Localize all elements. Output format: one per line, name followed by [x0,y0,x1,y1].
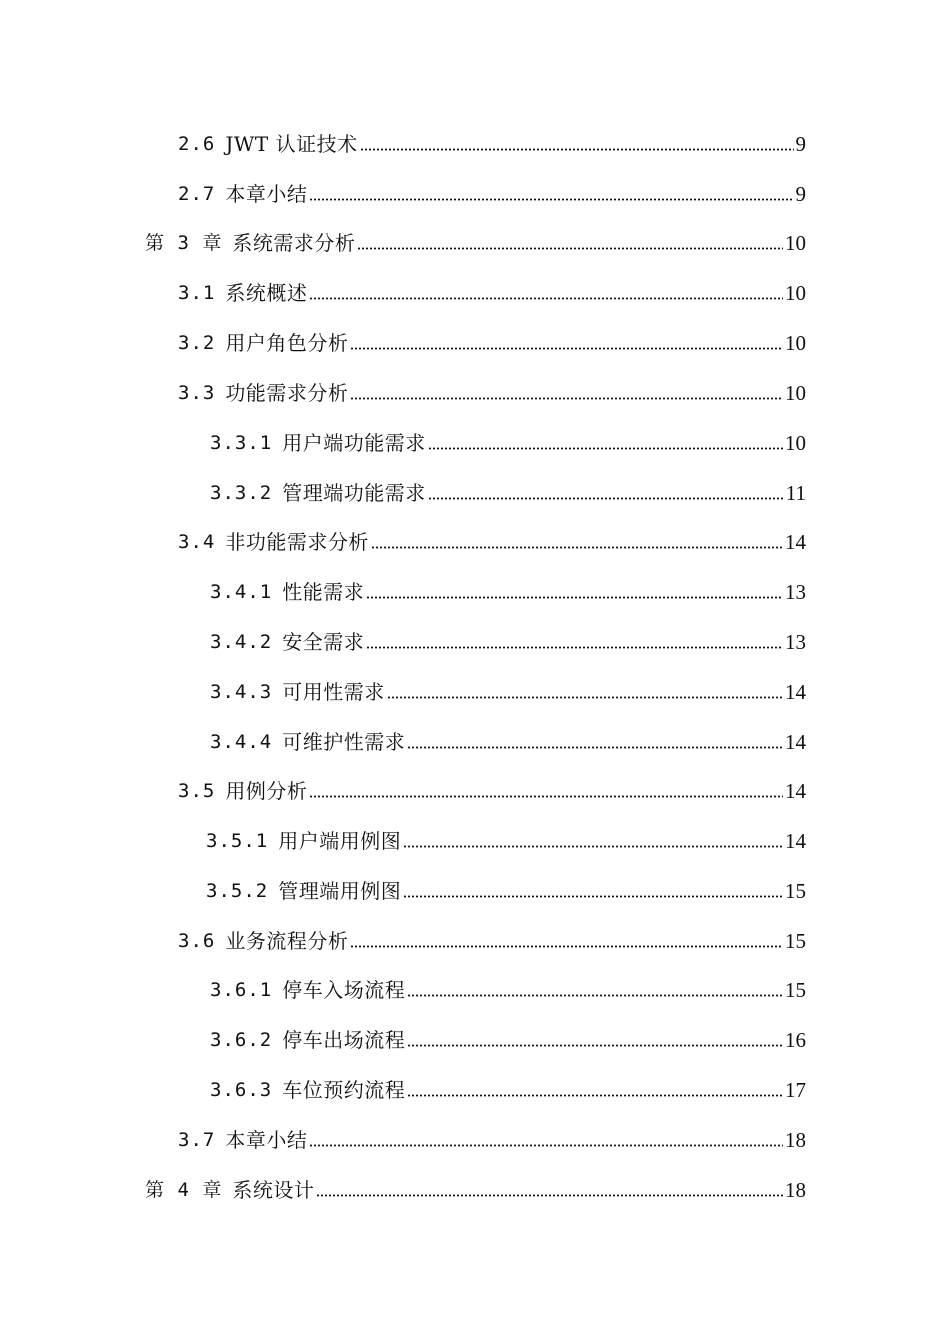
toc-title: 业务流程分析 [225,929,349,953]
toc-entry-3-1[interactable] [178,273,806,305]
toc-title: 系统需求分析 [232,231,356,255]
toc-page-number: 14 [785,829,806,853]
toc-title: 用例分析 [225,779,308,803]
toc-entry-3-4-2[interactable] [210,622,806,654]
dot-leader [316,1194,783,1197]
dot-leader [428,447,783,450]
toc-title: 用户角色分析 [225,331,349,355]
toc-page-number: 14 [785,680,806,704]
toc-number: 3.4 [178,531,216,553]
toc-title: 功能需求分析 [225,381,349,405]
toc-entry-3-7[interactable] [178,1120,806,1152]
toc-number: 第 4 章 [145,1179,223,1201]
toc-page-number: 9 [795,182,806,206]
toc-page-number: 13 [785,580,806,604]
toc-title: 系统设计 [232,1178,315,1202]
toc-entry-3-5[interactable] [178,771,806,803]
toc-title: 用户端功能需求 [282,431,426,455]
toc-entry-chapter-4[interactable] [145,1170,806,1202]
toc-number: 3.6.1 [210,979,273,1001]
toc-entry-3-6[interactable] [178,921,806,953]
dot-leader [403,845,783,848]
toc-entry-3-6-3[interactable] [210,1070,806,1102]
dot-leader [407,1044,783,1047]
toc-page-number: 10 [785,231,806,255]
toc-page-number: 11 [785,481,806,505]
dot-leader [360,148,794,151]
toc-title: 用户端用例图 [278,829,402,853]
toc-entry-3-4-4[interactable] [210,722,806,754]
toc-entry-3-5-2[interactable] [206,871,806,903]
toc-number: 3.5.2 [206,880,269,902]
toc-title: 停车入场流程 [282,978,406,1002]
dot-leader [309,297,783,300]
toc-title: 系统概述 [225,281,308,305]
toc-number: 3.6.2 [210,1029,273,1051]
toc-page-number: 13 [785,630,806,654]
dot-leader [309,1144,783,1147]
toc-title: 车位预约流程 [282,1078,406,1102]
toc-number: 2.7 [178,183,216,205]
toc-number: 3.7 [178,1129,216,1151]
toc-title: JWT 认证技术 [225,132,358,156]
toc-entry-3-3-2[interactable] [210,473,806,505]
toc-number: 3.4.1 [210,581,273,603]
toc-title: 停车出场流程 [282,1028,406,1052]
toc-entry-3-4-3[interactable] [210,672,806,704]
toc-number: 2.6 [178,133,216,155]
toc-number: 3.3.1 [210,432,273,454]
toc-page-number: 14 [785,530,806,554]
toc-page-number: 15 [785,929,806,953]
toc-entry-3-3[interactable] [178,373,806,405]
toc-page-number: 10 [785,281,806,305]
dot-leader [407,994,783,997]
dot-leader [407,1094,783,1097]
toc-number: 3.4.4 [210,731,273,753]
toc-page-number: 18 [785,1178,806,1202]
toc-number: 3.4.3 [210,681,273,703]
toc-entry-3-4[interactable] [178,522,806,554]
toc-entry-3-6-1[interactable] [210,970,806,1002]
dot-leader [350,347,783,350]
toc-title: 本章小结 [225,182,308,206]
toc-number: 3.3.2 [210,482,273,504]
toc-page-number: 15 [785,978,806,1002]
toc-title: 管理端用例图 [278,879,402,903]
toc-entry-3-3-1[interactable] [210,423,806,455]
toc-number: 3.5.1 [206,830,269,852]
toc-number: 第 3 章 [145,232,223,254]
dot-leader [366,596,783,599]
toc-page-number: 16 [785,1028,806,1052]
toc-page-number: 18 [785,1128,806,1152]
dot-leader [403,895,783,898]
toc-entry-chapter-3[interactable] [145,223,806,255]
dot-leader [350,397,783,400]
toc-page-number: 17 [785,1078,806,1102]
toc-title: 管理端功能需求 [282,481,426,505]
dot-leader [309,795,783,798]
dot-leader [309,198,793,201]
toc-entry-2-7[interactable] [178,174,806,206]
toc-title: 安全需求 [282,630,365,654]
dot-leader [366,646,783,649]
toc-entry-3-5-1[interactable] [206,821,806,853]
toc-page-number: 14 [785,779,806,803]
toc-entry-3-4-1[interactable] [210,572,806,604]
dot-leader [407,746,783,749]
toc-number: 3.1 [178,282,216,304]
dot-leader [350,945,783,948]
toc-title: 本章小结 [225,1128,308,1152]
toc-entry-3-6-2[interactable] [210,1020,806,1052]
toc-number: 3.4.2 [210,631,273,653]
toc-number: 3.3 [178,382,216,404]
toc-title: 可维护性需求 [282,730,406,754]
dot-leader [357,247,783,250]
toc-number: 3.5 [178,780,216,802]
toc-page-number: 10 [785,331,806,355]
toc-number: 3.6.3 [210,1079,273,1101]
toc-page-number: 14 [785,730,806,754]
toc-title: 非功能需求分析 [225,530,369,554]
toc-entry-2-6[interactable] [178,124,806,156]
toc-entry-3-2[interactable] [178,323,806,355]
toc-page-number: 9 [795,132,806,156]
toc-page-number: 15 [785,879,806,903]
toc-title: 可用性需求 [282,680,385,704]
dot-leader [387,696,783,699]
toc-page-number: 10 [785,381,806,405]
dot-leader [428,497,784,500]
toc-number: 3.6 [178,930,216,952]
toc-number: 3.2 [178,332,216,354]
toc-page-number: 10 [785,431,806,455]
dot-leader [371,546,783,549]
toc-title: 性能需求 [282,580,365,604]
